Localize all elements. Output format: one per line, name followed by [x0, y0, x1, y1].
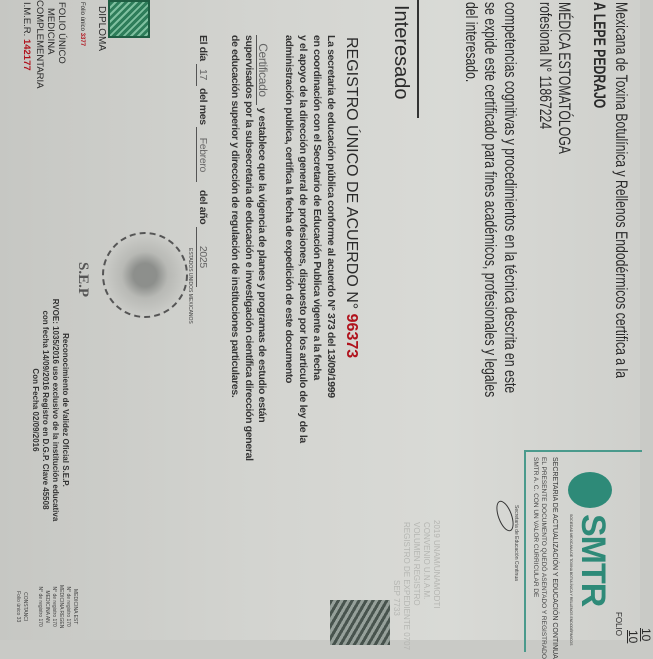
sep-label: S.E.P [75, 262, 91, 298]
folio-unico-small [79, 2, 85, 46]
smtr-number: 10 [626, 630, 640, 644]
seal-text: ESTADOS UNIDOS MEXICANOS [187, 248, 193, 324]
paragraph-line [256, 35, 269, 422]
paragraph-line: administración publica, certifica la fecha de expedición de este documento [283, 35, 295, 384]
registry-item: MEDICINA EST [72, 589, 78, 625]
month-value: Febrero [197, 127, 209, 182]
certify-line: Mexicana de Toxina Botulínica y Rellenos Endodérmicos certifica a la [612, 2, 631, 379]
folio-title: FOLIO ÚNICO [56, 2, 67, 64]
signature-line [418, 0, 420, 118]
year-value: 2025 [197, 227, 209, 287]
faint-text: SEP 7733 [392, 580, 401, 616]
paragraph-line: La secretaria de educación pública conforme al acuerdo N° 373 del 13/09/1999 [325, 35, 337, 398]
issue-date [197, 35, 209, 287]
paragraph-line: de educación superior y dirección de regulación de instituciones particulares. [229, 35, 241, 398]
registry-item: CONSTANCI [22, 592, 28, 622]
paragraph-text: y establece que la vigencia de planes y programas de estudio están [256, 107, 268, 423]
smtr-folio: FOLIO [614, 612, 623, 637]
document-type: Certificado [256, 35, 269, 105]
registry-item: MEDICINA AN [44, 590, 50, 623]
registry-item: N° de registro 170 [37, 586, 43, 627]
diploma-label: DIPLOMA [96, 6, 107, 52]
smtr-note: SMTR A. C. CON UN VALOR CURRICULAR DE [532, 457, 539, 598]
paragraph-line: en coordinación con el Secretario de Educación Publica vigente a la fecha [311, 35, 323, 380]
folio-label: Folio único [79, 2, 85, 32]
registry-item: N° de registro 170 [51, 586, 57, 627]
recognition-line: Con Fecha 02/09/2016 [31, 368, 40, 452]
body-line-3: del interesado. [462, 2, 481, 83]
recognition-line: Reconocimiento de Validez Oficial S.E.P. [61, 333, 70, 487]
smtr-brand: SMTR [574, 514, 612, 607]
imer-label: I.M.E.R. [21, 2, 32, 37]
folio-title: MEDICINA [45, 8, 56, 55]
signature-label: Interesado [390, 5, 412, 100]
faint-text: 2019 UNAM/UNAMODTI [432, 520, 441, 609]
month-label: del mes [197, 88, 209, 125]
smtr-logo-icon [568, 472, 612, 508]
registry-item: N° de registro 170 [65, 586, 71, 627]
smtr-secretaria: SECRETARIA DE ACTUALIZACIÓN Y EDUCACIÓN CONTINUA [551, 457, 558, 659]
registry-label: REGISTRO ÚNICO DE ACUERDO N° [343, 37, 360, 310]
registry-number: 96373 [343, 313, 360, 359]
registry-item: Folio único 33 [15, 591, 21, 623]
sep-seal [102, 232, 193, 324]
smtr-number: 10 [639, 628, 653, 642]
bottom-right-registry [14, 585, 78, 628]
registry-item: MEDICINA REGEN [58, 585, 64, 629]
qr-code [108, 0, 150, 38]
folio-title: COMPLEMENTARIA [34, 0, 45, 89]
faint-text: VOLUMEN REGISTRO [412, 522, 421, 606]
recognition-line: con fecha 14/09/2016 Registro en D.G.P. Clave 45508 [41, 310, 50, 510]
faint-text: REGISTRO DE EXPEDIENTE 0707 [402, 522, 411, 651]
year-label: del año [197, 190, 209, 225]
day-value: 17 [197, 64, 209, 86]
paragraph-line: y el apoyo de la dirección general de profesiones, dispuesto por los articulo de ley de la [297, 35, 309, 443]
signer-label: Secretaria de Educación Continua [513, 505, 519, 581]
folio-number: 3377 [79, 32, 85, 47]
body-line-1: competencias cognitivas y procedimientos en la técnica descrita en este [501, 2, 520, 394]
registry-heading [343, 37, 359, 358]
recognition-text [30, 290, 70, 530]
profession: MÉDICA ESTOMATÓLOGA [555, 2, 574, 154]
recipient-name: A LEPE PEDRAJO [590, 2, 609, 109]
paragraph-line: supervisados por la subsecretaria de educación e investigación científica dirección general [243, 35, 255, 461]
imer [22, 2, 32, 71]
imer-number: 142177 [21, 38, 32, 71]
smtr-panel [524, 450, 642, 659]
recognition-line: RVOE: 1035/2016 uso exclusivo de la institución educativa [51, 298, 60, 522]
body-line-2: se expide este certificado para fines académicos, profesionales y legales [481, 2, 500, 398]
smtr-note: EL PRESENTE DOCUMENTO QUEDÓ ASENTADO Y REGISTRADO [540, 457, 547, 659]
faint-text: CONVENIO U.N.A.M. [422, 522, 431, 600]
smtr-subtitle: SOCIEDAD MEXICANA DE TOXINA BOTULÍNICA Y RELLENOS ENDODÉRMICOS [569, 514, 573, 646]
day-label: El día [197, 35, 209, 61]
unam-seal [330, 600, 390, 645]
license-number: rofesional N° 11867224 [536, 2, 555, 130]
